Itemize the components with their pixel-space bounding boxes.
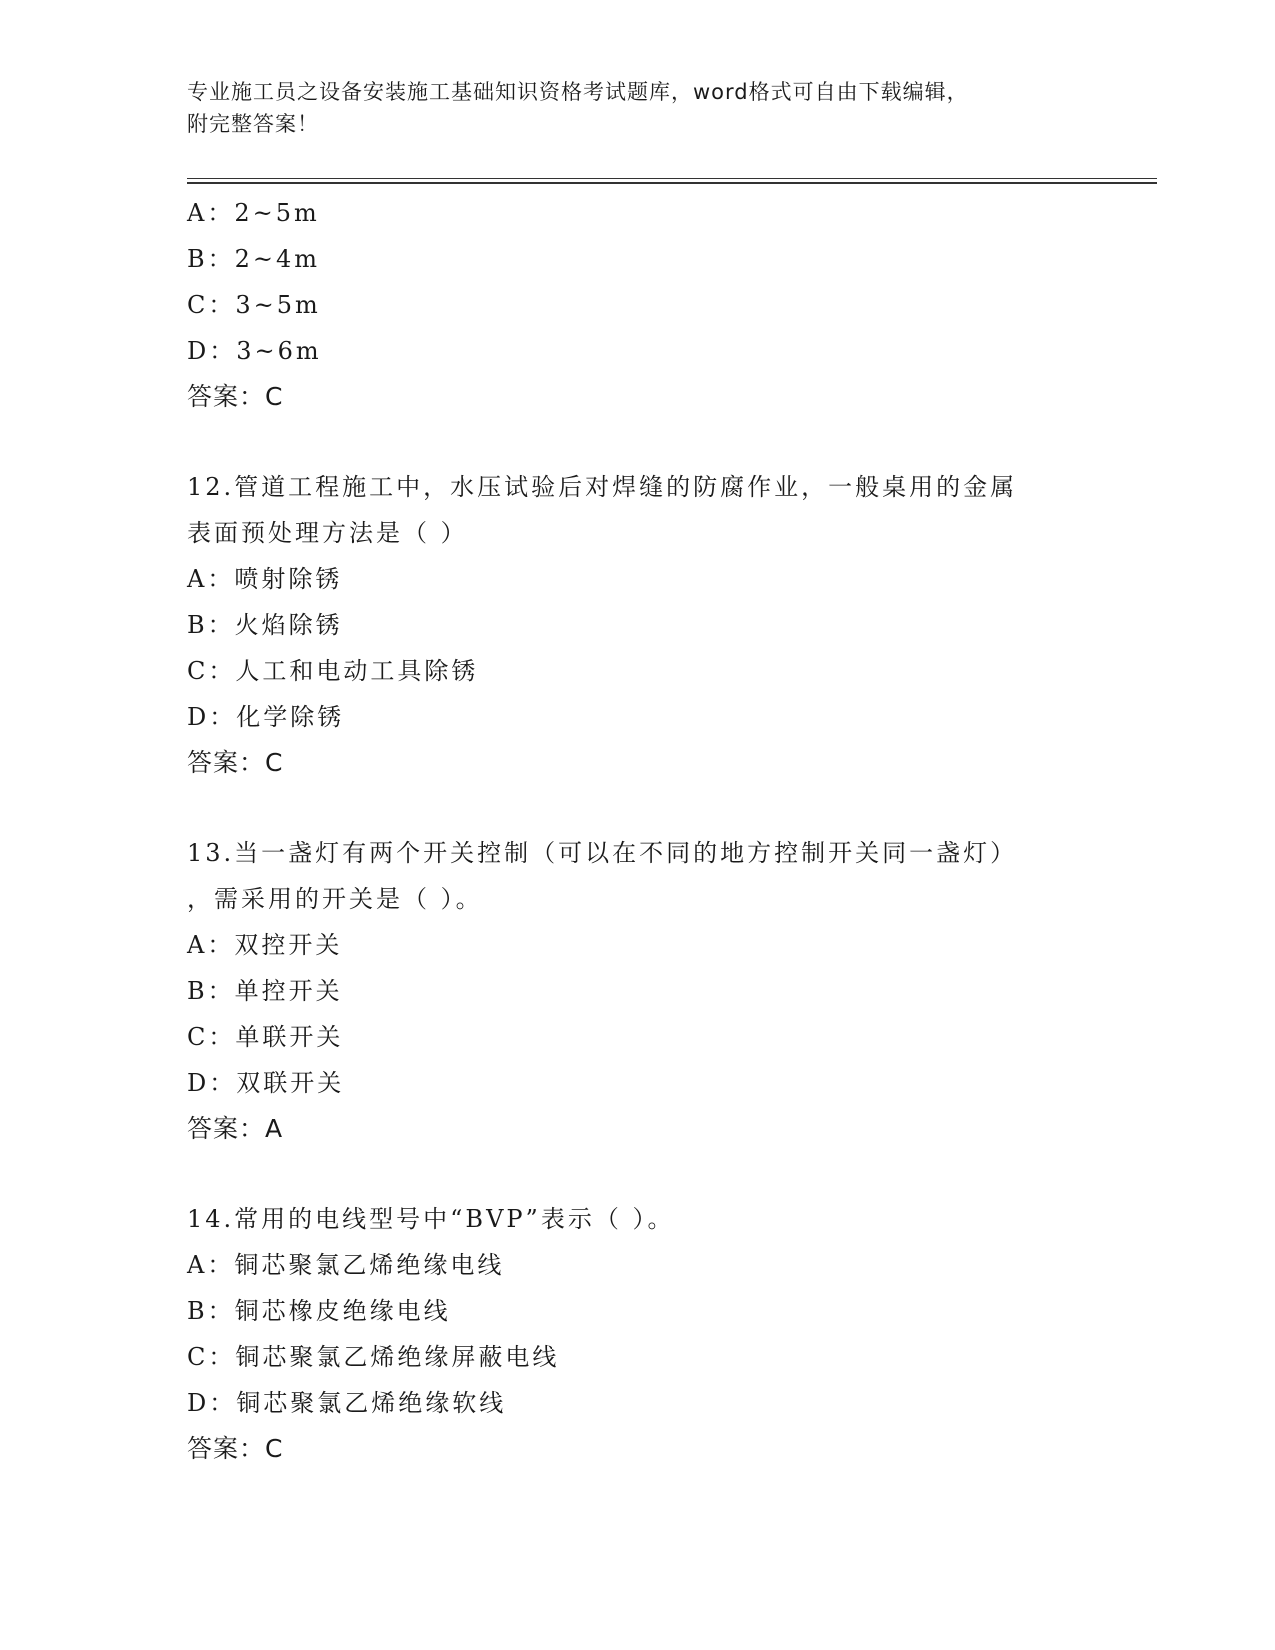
answer-label: 答案：C — [187, 1434, 284, 1463]
option-b: B：2~4m — [187, 245, 321, 273]
option-d: D：双联开关 — [187, 1069, 345, 1097]
option-d: D：3~6m — [187, 337, 322, 365]
header-divider-thin — [187, 178, 1157, 179]
question-13 — [187, 830, 1157, 1152]
option-c: C：单联开关 — [187, 1023, 344, 1051]
option-b: B：铜芯橡皮绝缘电线 — [187, 1297, 451, 1325]
document-page — [187, 0, 1157, 1650]
spacer — [187, 420, 1157, 464]
question-stem: 14.常用的电线型号中“BVP”表示（ ）。 — [187, 1205, 675, 1233]
option-c: C：人工和电动工具除锈 — [187, 657, 479, 685]
option-c: C：3~5m — [187, 291, 321, 319]
option-b: B：单控开关 — [187, 977, 343, 1005]
question-11 — [187, 190, 1157, 420]
question-12 — [187, 464, 1157, 786]
option-d: D：化学除锈 — [187, 703, 345, 731]
answer-label: 答案：A — [187, 1114, 284, 1143]
question-14-options — [187, 1242, 1157, 1426]
option-d: D：铜芯聚氯乙烯绝缘软线 — [187, 1389, 507, 1417]
answer-label: 答案：C — [187, 382, 284, 411]
question-11-options — [187, 190, 1157, 374]
option-a: A：喷射除锈 — [187, 565, 343, 593]
header-title-line-2: 附完整答案！ — [187, 112, 319, 136]
header-divider-thick — [187, 182, 1157, 184]
option-a: A：铜芯聚氯乙烯绝缘电线 — [187, 1251, 505, 1279]
question-12-options — [187, 556, 1157, 740]
question-stem-continued: 表面预处理方法是（ ） — [187, 519, 468, 547]
option-a: A：2~5m — [187, 199, 320, 227]
header-title-line-1: 专业施工员之设备安装施工基础知识资格考试题库，word格式可自由下载编辑， — [187, 80, 969, 104]
answer-label: 答案：C — [187, 748, 284, 777]
question-stem-continued: ，需采用的开关是（ ）。 — [187, 885, 483, 913]
question-stem: 13.当一盏灯有两个开关控制（可以在不同的地方控制开关同一盏灯） — [187, 839, 1018, 867]
question-stem: 12.管道工程施工中，水压试验后对焊缝的防腐作业，一般桌用的金属 — [187, 473, 1018, 501]
document-header — [187, 76, 1087, 140]
option-c: C：铜芯聚氯乙烯绝缘屏蔽电线 — [187, 1343, 560, 1371]
option-a: A：双控开关 — [187, 931, 343, 959]
question-14 — [187, 1196, 1157, 1472]
question-list — [187, 190, 1157, 1472]
spacer — [187, 786, 1157, 830]
option-b: B：火焰除锈 — [187, 611, 343, 639]
spacer — [187, 1152, 1157, 1196]
question-13-options — [187, 922, 1157, 1106]
